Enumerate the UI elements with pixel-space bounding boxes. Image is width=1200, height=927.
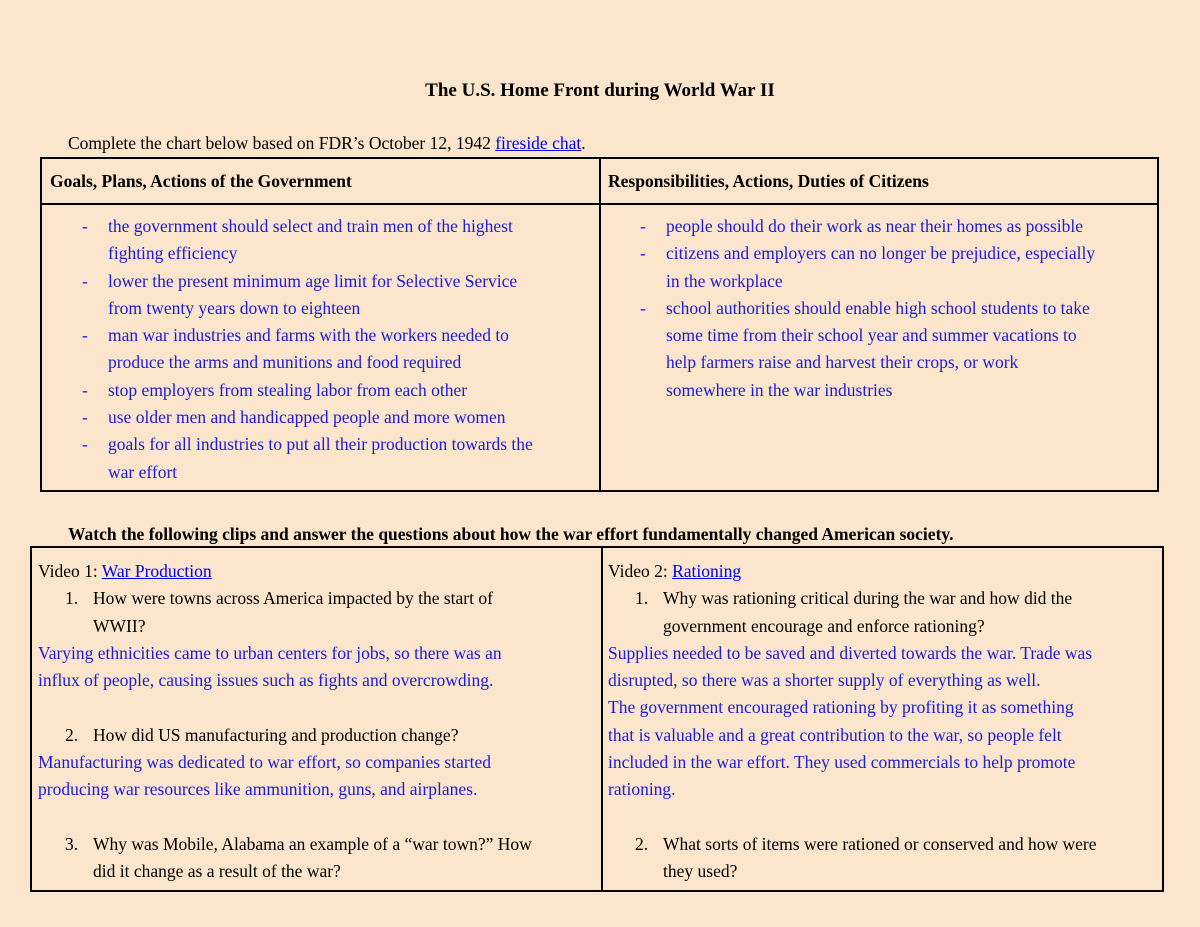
intro-line (68, 132, 586, 154)
video2-answer-1: Supplies needed to be saved and diverted towards the war. Trade was disrupted, so there was a shorter supply of everything as well. The government encouraged rationing by profiting it as something that is valuable and a great contribution to the war, so people felt included in the war effort. They used commercials to help promote rationing. (608, 642, 1093, 800)
header-government: Goals, Plans, Actions of the Government (50, 171, 352, 191)
video2-heading: Video 2: Rationing (608, 561, 742, 581)
fireside-chat-link[interactable]: fireside chat (495, 133, 582, 153)
video2-column (608, 558, 1160, 886)
citizens-list (605, 213, 1157, 404)
video2-question-2: 2. What sorts of items were rationed or conserved and how were they used? (635, 833, 1097, 882)
video2-question-1: 1. Why was rationing critical during the war and how did the government encourage and enforce rationing? (635, 588, 1073, 636)
intro-text: Complete the chart below based on FDR’s October 12, 1942 (68, 133, 496, 153)
video1-question-2: 2. How did US manufacturing and production change? (65, 724, 459, 745)
list-item: - the government should select and train men of the highest fighting efficiency (47, 213, 597, 268)
war-production-link[interactable]: War Production (101, 561, 212, 581)
video1-heading: Video 1: War Production (38, 561, 212, 581)
list-item: - lower the present minimum age limit for Selective Service from twenty years down to eighteen (47, 268, 597, 323)
fireside-chat-table (40, 157, 1159, 492)
list-item: - man war industries and farms with the workers needed to produce the arms and munitions and food required (47, 322, 597, 377)
header-citizens: Responsibilities, Actions, Duties of Citizens (608, 171, 929, 191)
video1-answer-2: Manufacturing was dedicated to war effort, so companies started producing war resources like ammunition, guns, and airplanes. (38, 752, 492, 800)
video1-answer-1: Varying ethnicities came to urban centers for jobs, so there was an influx of people, causing issues such as fights and overcrowding. (38, 642, 502, 691)
citizens-column (605, 213, 1157, 404)
watch-instructions: Watch the following clips and answer the questions about how the war effort fundamentally changed American society. (68, 524, 954, 544)
government-column (47, 213, 597, 486)
document-title: The U.S. Home Front during World War II (425, 80, 775, 101)
list-item: - people should do their work as near their homes as possible (605, 213, 1157, 240)
video1-question-1: 1. How were towns across America impacted by the start of WWII? (65, 588, 493, 636)
intro-end: . (581, 133, 586, 153)
list-item: - use older men and handicapped people and more women (47, 404, 597, 431)
list-item: - school authorities should enable high school students to take some time from their school year and summer vacations to help farmers raise and harvest their crops, or work somewhere in the war industries (605, 295, 1157, 404)
list-item: - goals for all industries to put all their production towards the war effort (47, 431, 597, 486)
video1-question-3: 3. Why was Mobile, Alabama an example of a “war town?” How did it change as a result of the war? (65, 833, 532, 882)
video-questions-table (30, 546, 1164, 892)
column-divider (599, 159, 601, 490)
government-list (47, 213, 597, 486)
list-item: - stop employers from stealing labor from each other (47, 377, 597, 404)
rationing-link[interactable]: Rationing (672, 561, 742, 581)
column-divider (601, 548, 603, 890)
list-item: - citizens and employers can no longer be prejudice, especially in the workplace (605, 240, 1157, 295)
video1-column (38, 558, 598, 886)
